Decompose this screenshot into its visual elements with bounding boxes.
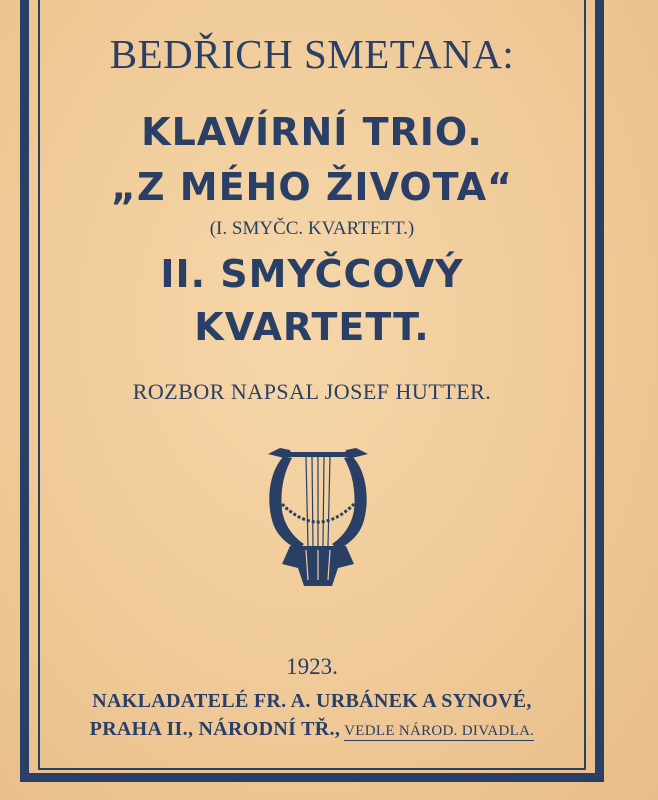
author-name: BEDŘICH SMETANA: (109, 31, 515, 77)
publisher-line-2 (38, 718, 586, 741)
publisher-location-note: VEDLE NÁROD. DIVADLA. (344, 723, 535, 739)
title-line-2: „Z MÉHO ŽIVOTA“ (111, 165, 513, 209)
title-line-4: KVARTETT. (194, 305, 430, 349)
title-line-3: II. SMYČCOVÝ (160, 252, 464, 296)
analysis-credit: ROZBOR NAPSAL JOSEF HUTTER. (132, 379, 492, 404)
lyre-icon (262, 440, 374, 590)
publisher-address: PRAHA II., NÁRODNÍ TŘ., (89, 718, 341, 740)
title-line-1: KLAVÍRNÍ TRIO. (141, 110, 483, 154)
publication-year: 1923. (286, 654, 338, 679)
subtitle: (I. SMYČC. KVARTETT.) (209, 218, 415, 239)
publisher-line-1: NAKLADATELÉ FR. A. URBÁNEK A SYNOVÉ, (92, 690, 532, 712)
